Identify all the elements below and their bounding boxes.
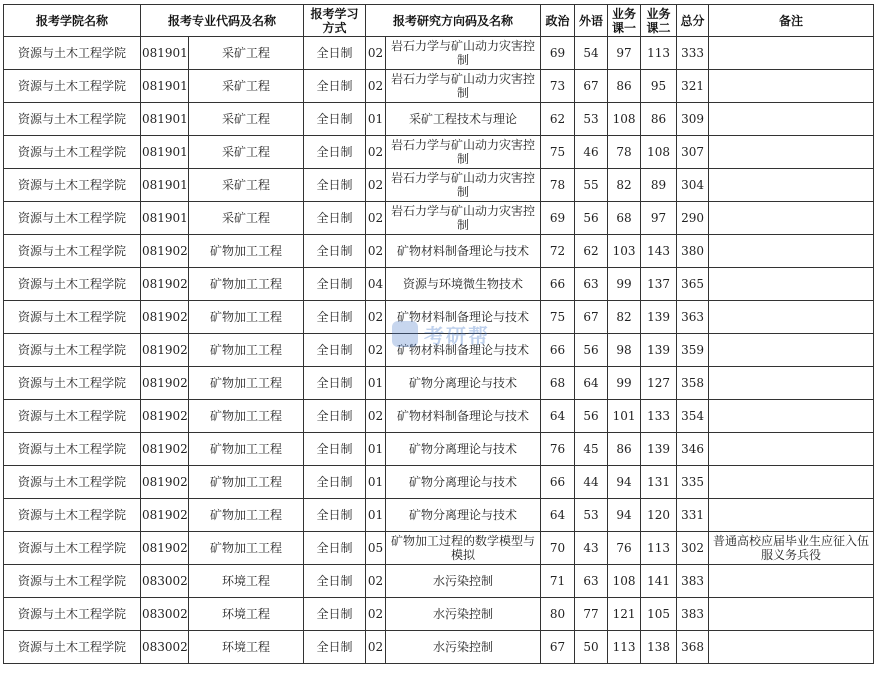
- cell-politics-score: 76: [541, 433, 575, 466]
- table-row: [4, 499, 874, 532]
- cell-college: 资源与土木工程学院: [4, 565, 141, 598]
- cell-course1-score: 94: [608, 466, 641, 499]
- cell-major-name: 矿物加工工程: [189, 433, 304, 466]
- cell-remark: [709, 334, 874, 367]
- cell-course1-score: 82: [608, 301, 641, 334]
- cell-foreign-language-score: 62: [575, 235, 608, 268]
- cell-foreign-language-score: 43: [575, 532, 608, 565]
- cell-course2-score: 108: [641, 136, 677, 169]
- table-row: [4, 367, 874, 400]
- cell-total-score: 304: [677, 169, 709, 202]
- cell-total-score: 383: [677, 598, 709, 631]
- cell-remark: [709, 433, 874, 466]
- cell-course1-score: 98: [608, 334, 641, 367]
- cell-course2-score: 113: [641, 37, 677, 70]
- cell-direction-name: 岩石力学与矿山动力灾害控制: [386, 136, 541, 169]
- cell-major-code: 081902: [141, 268, 189, 301]
- cell-course2-score: 139: [641, 301, 677, 334]
- cell-direction-code: 02: [366, 202, 386, 235]
- cell-study-mode: 全日制: [304, 268, 366, 301]
- cell-total-score: 368: [677, 631, 709, 664]
- cell-foreign-language-score: 56: [575, 400, 608, 433]
- cell-direction-name: 岩石力学与矿山动力灾害控制: [386, 169, 541, 202]
- cell-total-score: 365: [677, 268, 709, 301]
- cell-politics-score: 70: [541, 532, 575, 565]
- cell-course1-score: 86: [608, 70, 641, 103]
- cell-direction-code: 02: [366, 136, 386, 169]
- cell-college: 资源与土木工程学院: [4, 301, 141, 334]
- cell-course1-score: 68: [608, 202, 641, 235]
- cell-politics-score: 78: [541, 169, 575, 202]
- cell-direction-name: 水污染控制: [386, 598, 541, 631]
- cell-politics-score: 69: [541, 37, 575, 70]
- cell-politics-score: 73: [541, 70, 575, 103]
- cell-major-name: 采矿工程: [189, 37, 304, 70]
- cell-direction-code: 02: [366, 334, 386, 367]
- admission-score-table: [3, 4, 874, 664]
- cell-course1-score: 78: [608, 136, 641, 169]
- cell-major-name: 采矿工程: [189, 103, 304, 136]
- cell-study-mode: 全日制: [304, 565, 366, 598]
- cell-total-score: 321: [677, 70, 709, 103]
- cell-total-score: 335: [677, 466, 709, 499]
- cell-study-mode: 全日制: [304, 235, 366, 268]
- cell-total-score: 359: [677, 334, 709, 367]
- cell-course2-score: 133: [641, 400, 677, 433]
- cell-direction-code: 01: [366, 103, 386, 136]
- cell-course2-score: 138: [641, 631, 677, 664]
- table-row: [4, 598, 874, 631]
- cell-college: 资源与土木工程学院: [4, 37, 141, 70]
- cell-direction-name: 矿物分离理论与技术: [386, 466, 541, 499]
- table-row: [4, 631, 874, 664]
- cell-course1-score: 101: [608, 400, 641, 433]
- cell-college: 资源与土木工程学院: [4, 268, 141, 301]
- cell-foreign-language-score: 45: [575, 433, 608, 466]
- cell-direction-name: 矿物分离理论与技术: [386, 367, 541, 400]
- cell-study-mode: 全日制: [304, 37, 366, 70]
- cell-major-name: 矿物加工工程: [189, 334, 304, 367]
- cell-major-code: 081901: [141, 103, 189, 136]
- table-row: [4, 400, 874, 433]
- header-remark: 备注: [709, 5, 874, 37]
- cell-major-name: 采矿工程: [189, 169, 304, 202]
- cell-foreign-language-score: 77: [575, 598, 608, 631]
- cell-study-mode: 全日制: [304, 169, 366, 202]
- cell-course2-score: 137: [641, 268, 677, 301]
- cell-remark: [709, 598, 874, 631]
- cell-direction-name: 资源与环境微生物技术: [386, 268, 541, 301]
- cell-major-code: 081902: [141, 400, 189, 433]
- table-row: [4, 433, 874, 466]
- cell-college: 资源与土木工程学院: [4, 532, 141, 565]
- table-row: [4, 169, 874, 202]
- cell-course2-score: 113: [641, 532, 677, 565]
- cell-foreign-language-score: 54: [575, 37, 608, 70]
- cell-major-name: 矿物加工工程: [189, 235, 304, 268]
- table-row: [4, 103, 874, 136]
- cell-course1-score: 99: [608, 268, 641, 301]
- cell-total-score: 309: [677, 103, 709, 136]
- cell-direction-code: 01: [366, 499, 386, 532]
- cell-foreign-language-score: 50: [575, 631, 608, 664]
- cell-study-mode: 全日制: [304, 532, 366, 565]
- cell-remark: [709, 235, 874, 268]
- cell-politics-score: 62: [541, 103, 575, 136]
- cell-direction-code: 04: [366, 268, 386, 301]
- cell-foreign-language-score: 67: [575, 70, 608, 103]
- cell-study-mode: 全日制: [304, 202, 366, 235]
- header-total: 总分: [677, 5, 709, 37]
- header-politics: 政治: [541, 5, 575, 37]
- cell-major-name: 矿物加工工程: [189, 367, 304, 400]
- cell-major-code: 081902: [141, 532, 189, 565]
- cell-foreign-language-score: 63: [575, 565, 608, 598]
- cell-total-score: 307: [677, 136, 709, 169]
- cell-college: 资源与土木工程学院: [4, 499, 141, 532]
- cell-major-code: 081902: [141, 301, 189, 334]
- cell-politics-score: 68: [541, 367, 575, 400]
- cell-study-mode: 全日制: [304, 70, 366, 103]
- cell-major-code: 083002: [141, 565, 189, 598]
- cell-politics-score: 72: [541, 235, 575, 268]
- cell-foreign-language-score: 46: [575, 136, 608, 169]
- cell-course2-score: 86: [641, 103, 677, 136]
- cell-major-name: 矿物加工工程: [189, 301, 304, 334]
- cell-remark: [709, 565, 874, 598]
- cell-total-score: 302: [677, 532, 709, 565]
- table-row: [4, 202, 874, 235]
- header-course1: 业务课一: [608, 5, 641, 37]
- table-row: [4, 136, 874, 169]
- cell-study-mode: 全日制: [304, 367, 366, 400]
- cell-study-mode: 全日制: [304, 301, 366, 334]
- cell-course1-score: 103: [608, 235, 641, 268]
- cell-major-code: 081901: [141, 37, 189, 70]
- cell-remark: [709, 631, 874, 664]
- cell-study-mode: 全日制: [304, 334, 366, 367]
- cell-direction-code: 01: [366, 433, 386, 466]
- cell-major-name: 采矿工程: [189, 202, 304, 235]
- cell-study-mode: 全日制: [304, 103, 366, 136]
- cell-total-score: 346: [677, 433, 709, 466]
- cell-course2-score: 95: [641, 70, 677, 103]
- table-row: [4, 301, 874, 334]
- cell-direction-code: 02: [366, 400, 386, 433]
- cell-remark: [709, 268, 874, 301]
- cell-direction-name: 水污染控制: [386, 631, 541, 664]
- cell-course2-score: 139: [641, 334, 677, 367]
- cell-course1-score: 108: [608, 565, 641, 598]
- cell-total-score: 354: [677, 400, 709, 433]
- cell-foreign-language-score: 64: [575, 367, 608, 400]
- table-row: [4, 37, 874, 70]
- cell-major-name: 采矿工程: [189, 70, 304, 103]
- cell-direction-name: 矿物分离理论与技术: [386, 499, 541, 532]
- cell-course2-score: 97: [641, 202, 677, 235]
- cell-foreign-language-score: 67: [575, 301, 608, 334]
- cell-total-score: 363: [677, 301, 709, 334]
- cell-course2-score: 141: [641, 565, 677, 598]
- table-row: [4, 334, 874, 367]
- cell-foreign-language-score: 55: [575, 169, 608, 202]
- cell-direction-code: 02: [366, 235, 386, 268]
- cell-direction-code: 02: [366, 169, 386, 202]
- cell-politics-score: 69: [541, 202, 575, 235]
- cell-course2-score: 120: [641, 499, 677, 532]
- table-row: [4, 565, 874, 598]
- cell-study-mode: 全日制: [304, 631, 366, 664]
- cell-major-name: 环境工程: [189, 565, 304, 598]
- table-header-row: [4, 5, 874, 37]
- cell-direction-code: 02: [366, 70, 386, 103]
- cell-major-code: 083002: [141, 598, 189, 631]
- cell-study-mode: 全日制: [304, 433, 366, 466]
- cell-remark: [709, 103, 874, 136]
- cell-college: 资源与土木工程学院: [4, 235, 141, 268]
- cell-direction-name: 矿物材料制备理论与技术: [386, 301, 541, 334]
- cell-course1-score: 113: [608, 631, 641, 664]
- cell-total-score: 331: [677, 499, 709, 532]
- cell-course1-score: 99: [608, 367, 641, 400]
- cell-course2-score: 143: [641, 235, 677, 268]
- cell-politics-score: 66: [541, 466, 575, 499]
- header-foreign: 外语: [575, 5, 608, 37]
- cell-study-mode: 全日制: [304, 400, 366, 433]
- header-major: 报考专业代码及名称: [141, 5, 304, 37]
- cell-course1-score: 86: [608, 433, 641, 466]
- cell-direction-name: 矿物材料制备理论与技术: [386, 400, 541, 433]
- cell-college: 资源与土木工程学院: [4, 466, 141, 499]
- cell-politics-score: 66: [541, 268, 575, 301]
- cell-remark: [709, 136, 874, 169]
- cell-direction-code: 01: [366, 466, 386, 499]
- cell-major-code: 081902: [141, 466, 189, 499]
- cell-remark: [709, 37, 874, 70]
- cell-course1-score: 94: [608, 499, 641, 532]
- cell-college: 资源与土木工程学院: [4, 367, 141, 400]
- cell-major-name: 矿物加工工程: [189, 268, 304, 301]
- cell-college: 资源与土木工程学院: [4, 103, 141, 136]
- cell-foreign-language-score: 63: [575, 268, 608, 301]
- cell-direction-name: 水污染控制: [386, 565, 541, 598]
- cell-remark: [709, 301, 874, 334]
- cell-college: 资源与土木工程学院: [4, 334, 141, 367]
- cell-direction-name: 岩石力学与矿山动力灾害控制: [386, 202, 541, 235]
- cell-course1-score: 108: [608, 103, 641, 136]
- cell-direction-code: 02: [366, 301, 386, 334]
- cell-course1-score: 82: [608, 169, 641, 202]
- cell-politics-score: 75: [541, 301, 575, 334]
- cell-total-score: 333: [677, 37, 709, 70]
- table-row: [4, 70, 874, 103]
- cell-remark: [709, 202, 874, 235]
- cell-politics-score: 64: [541, 499, 575, 532]
- cell-direction-code: 02: [366, 631, 386, 664]
- cell-direction-name: 岩石力学与矿山动力灾害控制: [386, 37, 541, 70]
- cell-direction-code: 02: [366, 565, 386, 598]
- cell-major-name: 采矿工程: [189, 136, 304, 169]
- cell-college: 资源与土木工程学院: [4, 433, 141, 466]
- cell-study-mode: 全日制: [304, 499, 366, 532]
- cell-direction-code: 05: [366, 532, 386, 565]
- watermark-text: 考研帮: [424, 323, 490, 348]
- cell-major-code: 081902: [141, 433, 189, 466]
- cell-politics-score: 75: [541, 136, 575, 169]
- cell-major-code: 081901: [141, 202, 189, 235]
- header-mode: 报考学习方式: [304, 5, 366, 37]
- cell-major-code: 081901: [141, 169, 189, 202]
- table-body: [4, 37, 874, 664]
- cell-major-code: 081902: [141, 235, 189, 268]
- cell-course2-score: 131: [641, 466, 677, 499]
- cell-remark: [709, 169, 874, 202]
- cell-course1-score: 121: [608, 598, 641, 631]
- table-row: [4, 268, 874, 301]
- cell-total-score: 290: [677, 202, 709, 235]
- cell-major-code: 081902: [141, 334, 189, 367]
- cell-college: 资源与土木工程学院: [4, 202, 141, 235]
- table-row: [4, 466, 874, 499]
- cell-college: 资源与土木工程学院: [4, 70, 141, 103]
- cell-total-score: 380: [677, 235, 709, 268]
- cell-study-mode: 全日制: [304, 136, 366, 169]
- cell-remark: [709, 400, 874, 433]
- cell-direction-name: 矿物加工过程的数学模型与模拟: [386, 532, 541, 565]
- cell-direction-code: 02: [366, 37, 386, 70]
- header-college: 报考学院名称: [4, 5, 141, 37]
- cell-foreign-language-score: 44: [575, 466, 608, 499]
- cell-college: 资源与土木工程学院: [4, 136, 141, 169]
- cell-politics-score: 66: [541, 334, 575, 367]
- table-row: [4, 532, 874, 565]
- cell-direction-name: 矿物材料制备理论与技术: [386, 235, 541, 268]
- cell-major-name: 环境工程: [189, 598, 304, 631]
- cell-remark: [709, 70, 874, 103]
- cell-course1-score: 76: [608, 532, 641, 565]
- cell-direction-code: 02: [366, 598, 386, 631]
- cell-politics-score: 67: [541, 631, 575, 664]
- cell-remark: [709, 466, 874, 499]
- cell-course2-score: 105: [641, 598, 677, 631]
- cell-college: 资源与土木工程学院: [4, 631, 141, 664]
- table-row: [4, 235, 874, 268]
- cell-politics-score: 64: [541, 400, 575, 433]
- cell-college: 资源与土木工程学院: [4, 169, 141, 202]
- cell-total-score: 358: [677, 367, 709, 400]
- cell-politics-score: 80: [541, 598, 575, 631]
- cell-remark: [709, 367, 874, 400]
- cell-major-code: 081901: [141, 70, 189, 103]
- cell-course2-score: 139: [641, 433, 677, 466]
- cell-study-mode: 全日制: [304, 598, 366, 631]
- cell-total-score: 383: [677, 565, 709, 598]
- cell-major-name: 环境工程: [189, 631, 304, 664]
- cell-course2-score: 89: [641, 169, 677, 202]
- cell-course1-score: 97: [608, 37, 641, 70]
- cell-major-name: 矿物加工工程: [189, 466, 304, 499]
- cell-politics-score: 71: [541, 565, 575, 598]
- cell-study-mode: 全日制: [304, 466, 366, 499]
- cell-college: 资源与土木工程学院: [4, 598, 141, 631]
- cell-course2-score: 127: [641, 367, 677, 400]
- cell-foreign-language-score: 53: [575, 103, 608, 136]
- cell-direction-name: 矿物材料制备理论与技术: [386, 334, 541, 367]
- cell-major-code: 081901: [141, 136, 189, 169]
- cell-major-name: 矿物加工工程: [189, 532, 304, 565]
- header-course2: 业务课二: [641, 5, 677, 37]
- cell-direction-name: 岩石力学与矿山动力灾害控制: [386, 70, 541, 103]
- cell-direction-name: 矿物分离理论与技术: [386, 433, 541, 466]
- cell-remark: 普通高校应届毕业生应征入伍服义务兵役: [709, 532, 874, 565]
- cell-foreign-language-score: 53: [575, 499, 608, 532]
- cell-direction-code: 01: [366, 367, 386, 400]
- header-direction: 报考研究方向码及名称: [366, 5, 541, 37]
- cell-major-code: 081902: [141, 367, 189, 400]
- cell-foreign-language-score: 56: [575, 202, 608, 235]
- cell-major-name: 矿物加工工程: [189, 499, 304, 532]
- cell-major-code: 081902: [141, 499, 189, 532]
- cell-remark: [709, 499, 874, 532]
- cell-major-name: 矿物加工工程: [189, 400, 304, 433]
- cell-major-code: 083002: [141, 631, 189, 664]
- cell-direction-name: 采矿工程技术与理论: [386, 103, 541, 136]
- cell-college: 资源与土木工程学院: [4, 400, 141, 433]
- cell-foreign-language-score: 56: [575, 334, 608, 367]
